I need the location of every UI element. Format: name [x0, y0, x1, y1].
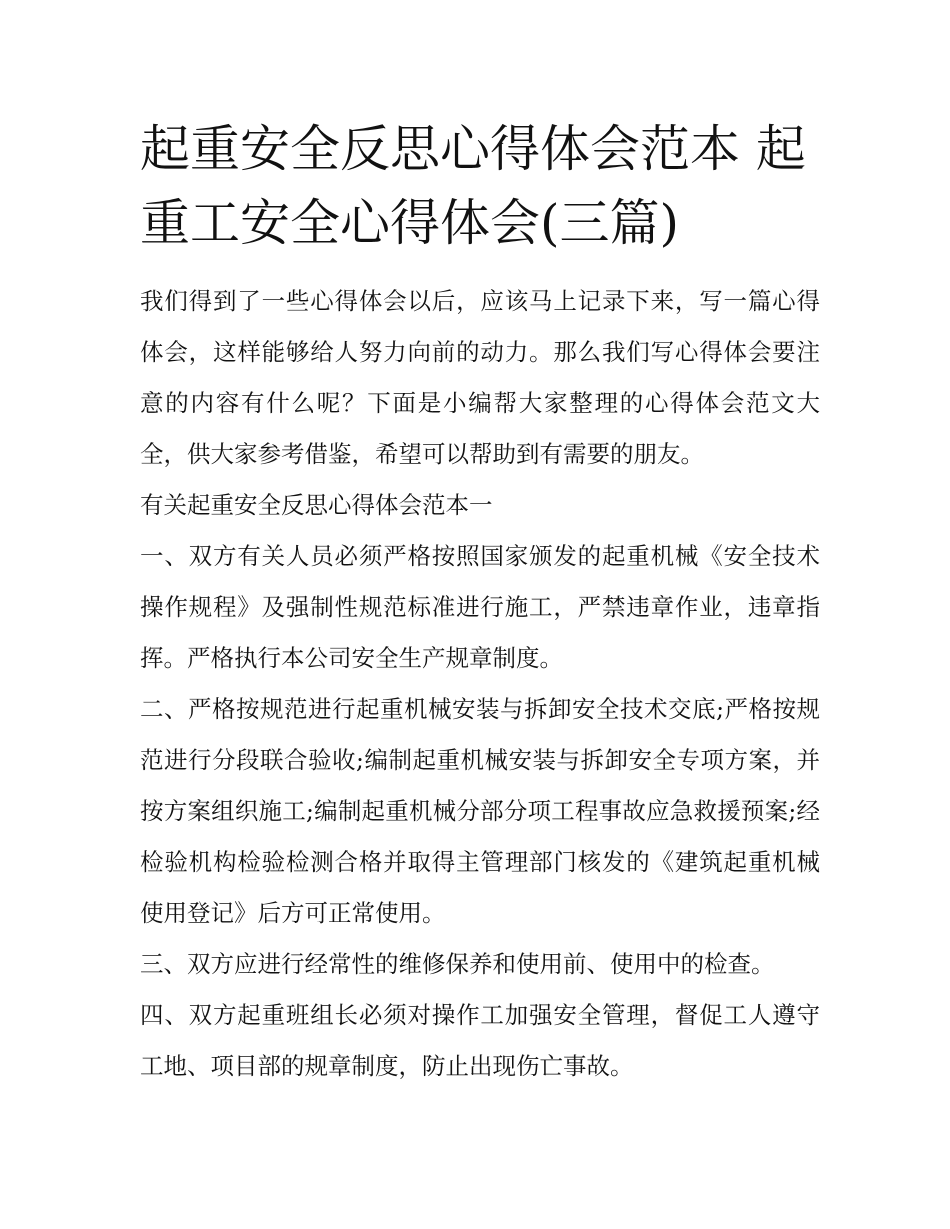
section-heading: 有关起重安全反思心得体会范本一 — [140, 491, 493, 519]
clause-paragraph-3: 三、双方应进行经常性的维修保养和使用前、使用中的检查。 — [140, 950, 775, 978]
clause-paragraph-2: 二、严格按规范进行起重机械安装与拆卸安全技术交底;严格按规范进行分段联合验收;编制起重机械安装与拆卸安全专项方案，并按方案组织施工;编制起重机械分部分项工程事故应急救援预案;经检验机构检验检测合格并取得主管理部门核发的《建筑起重机械使用登记》后方可正常使用。 — [140, 695, 820, 927]
intro-paragraph: 我们得到了一些心得体会以后，应该马上记录下来，写一篇心得体会，这样能够给人努力向前的动力。那么我们写心得体会要注意的内容有什么呢？下面是小编帮大家整理的心得体会范文大全，供大家参考借鉴，希望可以帮助到有需要的朋友。 — [140, 287, 820, 468]
clause-paragraph-1: 一、双方有关人员必须严格按照国家颁发的起重机械《安全技术操作规程》及强制性规范标准进行施工，严禁违章作业，违章指挥。严格执行本公司安全生产规章制度。 — [140, 542, 820, 672]
document-body — [140, 276, 820, 1092]
clause-paragraph-4: 四、双方起重班组长必须对操作工加强安全管理，督促工人遵守工地、项目部的规章制度，防止出现伤亡事故。 — [140, 1001, 820, 1080]
document-title: 起重安全反思心得体会范本 起重工安全心得体会(三篇) — [140, 120, 806, 252]
